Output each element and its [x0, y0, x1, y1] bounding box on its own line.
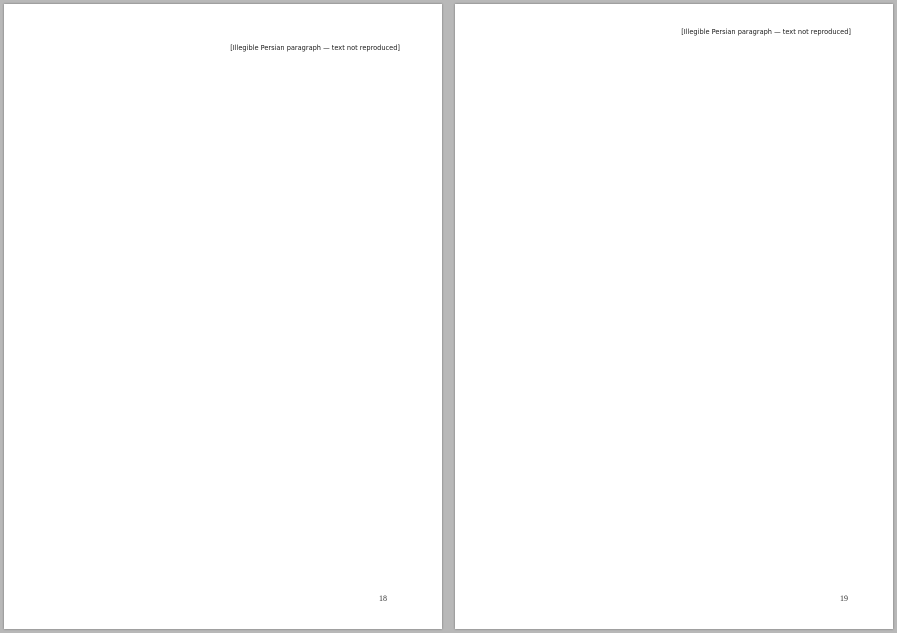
left-page-number: 18	[379, 594, 387, 603]
right-page-number: 19	[840, 594, 848, 603]
left-page	[4, 4, 442, 629]
left-page-text	[44, 44, 404, 53]
right-page-text	[495, 28, 855, 37]
left-paragraph: [Illegible Persian paragraph — text not reproduced]	[230, 44, 400, 52]
right-paragraph: [Illegible Persian paragraph — text not reproduced]	[681, 28, 851, 36]
right-page	[455, 4, 893, 629]
